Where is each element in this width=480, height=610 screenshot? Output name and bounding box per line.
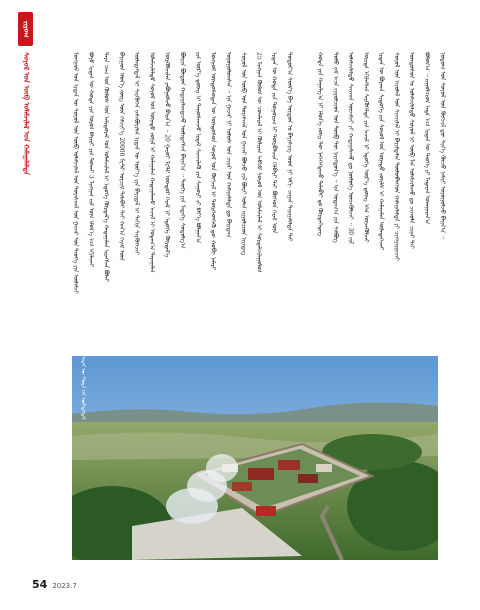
issue-date: 2023.7	[52, 582, 77, 590]
text-column: ᠤᠯᠠᠮᠵᠢᠯᠠᠯᠲᠤ ᠰᠣᠶᠣᠯ ᠤᠨ ᠦᠨᠡᠲᠦ ᠵᠦᠢᠯ ᠢ ᠬᠠᠮᠠᠭᠠᠯᠠᠨ ᠬᠠᠳᠠᠭᠠᠯᠠᠬᠤ ᠠᠵᠢᠯ ᠢ ᠤᠳᠠᠭ᠎ᠠ ᠳᠠᠷᠠᠭᠠᠯᠠᠨ	[148, 52, 156, 273]
text-column: ᠪᠣᠯᠤᠨ᠎ᠠ ᠃ ᠵᠢᠭᠤᠯᠴᠢᠳ ᠡᠨᠳᠡ ᠡᠴᠡ ᠡᠷᠲᠡᠨ ᠦ ᠲᠡᠦᠬᠡ ᠶᠢ ᠮᠡᠳᠡᠷᠡᠨ ᠤᠬᠠᠭᠠᠷᠠᠨ᠎ᠠ	[423, 52, 431, 225]
text-column: ᠲᠡᠷᠡ ᠴᠠᠭ ᠤᠨ ᠬᠦᠮᠦᠰ ᠤᠨ ᠠᠮᠢᠳᠤᠷᠠᠯ ᠤᠨ ᠤᠯᠠᠮᠵᠢᠯᠠᠯ ᠢ ᠡᠳᠦᠭᠡ ᠬᠦᠷᠲᠡᠯ᠎ᠡ ᠬᠠᠳᠠᠭᠠᠯᠠᠨ ᠢᠷᠡᠭᠰᠡᠨ ᠪᠣᠯᠠᠢ	[102, 52, 110, 282]
text-column: ᠣᠷᠣᠭᠤᠯᠤᠭᠰᠠᠨ ᠃ ᠡᠨᠡ ᠭᠠᠵᠠᠷ ᠨᠢ ᠤᠯᠤᠰ ᠤᠨ ᠴᠢᠨᠠᠷ ᠤᠨ ᠬᠠᠮᠠᠭᠠᠯᠠᠯᠲᠠ ᠳᠤ ᠪᠠᠢᠳᠠᠭ	[224, 52, 232, 238]
text-column: ᠲᠣᠮᠣ ᠵᠠᠮ ᠠᠴᠠ ᠵᠢᠭᠤᠯᠴᠢᠳ ᠤᠨ ᠲᠥᠪ ᠲᠦ ᠨᠡᠷᠡᠭᠳᠦᠨ᠎ᠡ ᠃ ᠡᠨᠡ ᠤᠳᠠᠭ᠎ᠠ ᠶᠢᠨ ᠰᠡᠯᠪᠦᠭ	[331, 52, 339, 243]
article-body	[72, 52, 446, 344]
text-column: ᠰᠣᠶᠣᠯ ᠤᠨ ᠠᠶᠤᠯᠠᠯ ᠤᠨ ᠰᠢᠨᠵᠢᠯᠡᠯ ᠢ ᠪᠠᠷᠢᠮᠲᠠᠯᠠᠨ ᠲᠥᠯᠥᠪᠯᠡᠭᠡᠳ ᠬᠠᠮᠠᠭᠠᠯᠠᠯᠲᠠ ᠶᠢ ᠴᠢᠩᠭᠠᠷᠭᠠᠵᠡᠢ	[392, 52, 400, 261]
text-column: ᠦᠨᠳᠦᠰᠦᠨ ᠤ ᠤᠯᠠᠮᠵᠢᠯᠠᠯᠲᠤ ᠰᠣᠶᠣᠯ ᠢ ᠥᠪ ᠯᠡᠨ ᠤᠯᠠᠮᠵᠢᠯᠠᠬᠤ ᠳᠤ ᠴᠢᠬᠤᠯᠠ ᠴᠢᠨᠠᠷ ᠲᠠᠢ	[408, 52, 416, 249]
aerial-photo	[72, 356, 438, 560]
text-column: 25 ᠮᠢᠩᠭᠠᠨ ᠬᠦᠮᠦᠨ ᠦ ᠴᠤᠭᠯᠠᠷᠠᠯ ᠢ ᠬᠦᠯᠢᠶᠡᠨ ᠠᠪᠴᠤ ᠰᠣᠶᠣᠯ ᠤᠨ ᠤᠯᠠᠮᠵᠢᠯᠠᠯ ᠢ ᠰᠤᠷᠲᠠᠯᠴᠢᠯᠠᠭᠤᠯᠤᠨ	[255, 52, 263, 273]
text-column: ᠤᠯᠠᠮᠵᠢᠯᠠᠯᠲᠤ ᠰᠠᠢᠬᠠᠨ ᠦᠵᠡᠮᠵᠢ ᠶᠢ ᠬᠠᠳᠠᠭᠠᠯᠠᠬᠤ ᠳᠤ ᠨᠥᠯᠥᠭᠡ ᠦᠵᠡᠭᠦᠯᠵᠡᠢ ᠃ 30 ᠵᠢᠯ	[347, 52, 355, 244]
text-column: ᠤᠷᠢᠳᠠ ᠡᠬᠢᠯᠡᠭᠰᠡᠨ ᠰᠡᠷᠭᠦᠭᠡᠯᠲᠡ ᠶᠢᠨ ᠠᠵᠢᠯ ᠨᠢ ᠡᠳᠦᠭᠡ ᠦᠷ᠎ᠡ ᠳ᠋ᠦᠩ ᠡᠭᠡᠨ ᠦᠵᠡᠭᠦᠯᠵᠡᠢ	[362, 52, 370, 243]
section-title: ᠰᠣᠶᠣᠯ ᠤᠨ ᠥᠪ ᠤᠯᠠᠮᠵᠢᠯᠠᠯ ᠤᠨ ᠬᠠᠮᠠᠭᠠᠯᠠᠯᠲᠠ	[22, 52, 30, 175]
text-column: ᠦᠷᠭᠦᠯᠵᠢᠯᠡᠨ ᠶᠠᠪᠤᠭᠤᠯᠵᠤ ᠪᠠᠢᠨ᠎ᠠ ᠃ 20 ᠭᠠᠷᠤᠢ ᠮᠧᠲ᠋ᠷ ᠥᠨᠳᠥᠷ ᠬᠡᠷᠡᠮ ᠨᠢ ᠡᠳᠦᠭᠡ ᠬᠦᠷᠲᠡᠯ᠎ᠡ	[163, 52, 171, 258]
section-badge-label: ᠵᠢᠷᠤᠭ	[22, 20, 30, 38]
text-column: ᠰᠣᠶᠣᠯ ᠤᠨ ᠥᠪ ᠤᠨ ᠳᠤᠷᠠᠰᠬᠠᠯ ᠤᠨ ᠭᠠᠵᠠᠷ ᠪᠣᠯᠵᠤ ᠵᠢᠯ ᠪᠦᠷᠢ ᠤᠯᠠᠨ ᠵᠢᠭᠤᠯᠴᠢᠳ ᠢᠷᠡᠳᠡᠭ	[240, 52, 248, 256]
text-column: ᠦᠯᠡᠳᠡᠭᠳᠡᠯ ᠢ ᠰᠡᠷᠭᠦᠭᠡᠨ ᠵᠠᠰᠠᠪᠤᠷᠢᠯᠠᠨ ᠡᠷᠲᠡᠨ ᠦ ᠦᠶ᠎ᠡ ᠶᠢᠨ ᠪᠠᠶᠢᠳᠠᠯ ᠢ ᠳᠠᠬᠢᠨ ᠰᠡᠷᠭᠦᠭᠡᠵᠡᠢ	[133, 52, 141, 255]
text-column: ᠪᠠᠷᠠᠭᠤᠨ ᠡᠮᠦᠨ᠎ᠡ ᠵᠦᠭ ᠦᠨ ᠬᠡᠮᠵᠢᠶ᠎ᠡ 20000 ᠮᠧᠲ᠋ᠷ ᠣᠷᠴᠢᠮ ᠲᠠᠯᠠᠪᠠᠢ ᠲᠠᠢ ᠬᠠᠨ᠎ᠠ ᠬᠡᠷᠡᠮ ᠦᠨ	[117, 52, 125, 261]
text-column: ᠡᠷᠲᠡᠨ ᠦ ᠬᠣᠲᠠ ᠶᠢᠨ ᠲᠣᠭᠣᠷᠢᠭ ᠨᠢ ᠳᠦᠷᠪᠡᠯᠵᠢᠨ ᠬᠡᠯᠪᠡᠷᠢ ᠲᠠᠢ ᠪᠥᠭᠡᠳ ᠬᠡᠷᠡᠮ ᠦᠨ	[270, 52, 278, 234]
section-badge	[18, 12, 33, 46]
text-column: ᠳᠣᠲᠣᠷ᠎ᠠ ᠰᠦᠮ᠎ᠡ ᠪᠠ ᠣᠷᠳᠣᠨ ᠤ ᠪᠠᠶᠢᠰᠢᠩ ᠤᠳ ᠨᠢ ᠡᠮᠬᠢ ᠴᠠᠭᠠᠨ ᠳᠠᠷᠠᠭᠠᠯᠠᠯᠲᠠ ᠲᠠᠢ	[285, 52, 293, 242]
text-column: ᠪᠤᠶᠤ ᠡᠷᠲᠡᠨ ᠦ ᠬᠣᠲᠠ ᠶᠢᠨ ᠤᠷᠤᠨ ᠪᠠᠶᠢᠷᠢ ᠶᠢᠨ ᠲᠤᠬᠠᠢ 3 ᠮᠢᠩᠭᠠᠨ ᠵᠢᠯ ᠦᠨ ᠡᠮᠦᠨ᠎ᠡ ᠡᠴᠡ ᠡᠬᠢᠯᠡᠵᠡᠢ	[87, 52, 95, 268]
text-column: ᠬᠣᠲᠠ ᠶᠢᠨ ᠬᠠᠭᠠᠯᠭ᠎ᠠ ᠨᠢ ᠡᠮᠦᠨ᠎ᠡ ᠵᠦᠭ ᠲᠦ ᠨᠡᠭᠡᠭᠡᠭᠳᠡᠵᠦ ᠲᠠᠯᠠᠪᠠᠢ ᠳᠤ ᠬᠦᠷᠲᠡᠭᠡᠳᠡᠭ	[316, 52, 324, 237]
text-column: ᠪᠦᠷᠢᠨ ᠪᠦᠲᠦᠨ ᠬᠠᠳᠠᠭᠠᠯᠠᠭᠳᠠᠵᠤ ᠦᠯᠡᠳᠡᠭᠰᠡᠨ ᠪᠠᠢᠨ᠎ᠠ ᠃ ᠲᠡᠦᠬᠡ ᠶᠢᠨ ᠮᠡᠳᠡᠭᠡ ᠰᠤᠳᠤᠯᠭ᠎ᠠ	[178, 52, 186, 249]
page-number: 54	[32, 578, 48, 591]
page-footer	[32, 578, 77, 594]
aerial-photo-illustration	[72, 356, 438, 560]
text-column: ᠨᠤᠲᠤᠭ ᠤᠨ ᠰᠣᠶᠣᠯ ᠤᠨ ᠬᠥᠭᠵᠢᠯ ᠳᠦ ᠰᠢᠨ᠎ᠡ ᠬᠦᠴᠦ ᠨᠡᠮᠡᠷᠢ ᠣᠷᠣᠭᠤᠯᠵᠤ ᠪᠠᠢᠨ᠎ᠠ ᠃	[438, 52, 446, 239]
text-column: ᠡᠷᠲᠡᠨ ᠦ ᠪᠤᠷᠬᠠᠨ ᠰᠢᠲᠦᠭᠡ ᠶᠢᠨ ᠰᠣᠶᠣᠯ ᠤᠨ ᠦᠨᠡᠲᠦ ᠵᠦᠢᠯᠰ ᠢ ᠬᠠᠮᠠᠭᠠᠯᠠᠨ ᠦᠯᠡᠳᠡᠭᠡᠵᠡᠢ	[377, 52, 385, 251]
photo-caption: ᠡᠷᠲᠡᠨ ᠦ ᠬᠣᠲᠠ ᠶᠢᠨ ᠦᠯᠡᠳᠡᠭᠳᠡᠯ	[80, 356, 86, 420]
text-column: ᠶᠢᠨ ᠦᠷ᠎ᠡ ᠳ᠋ᠦᠩ ᠢ ᠳᠠᠭᠤᠰᠬᠠᠵᠤ ᠡᠷᠳᠡᠮ ᠰᠢᠨᠵᠢᠯᠡᠬᠦ ᠶᠢᠨ ᠰᠠᠭᠤᠷᠢ ᠶᠢ ᠪᠡᠶ᠎ᠡ ᠪᠣᠯᠭᠠᠨ᠎ᠠ	[194, 52, 202, 244]
text-column: ᠮᠣᠩᠭᠣᠯ ᠦᠨᠳᠦᠰᠦᠲᠡᠨ ᠦ ᠦᠨᠳᠦᠰᠦᠨ ᠰᠣᠶᠣᠯ ᠤᠨ ᠬᠥᠭᠵᠢᠯ ᠢ ᠲᠦᠷᠭᠡᠳᠬᠡᠬᠦ ᠳᠦ ᠬᠤᠪᠢ ᠨᠡᠮᠡᠷᠢ	[209, 52, 217, 271]
text-column: ᠮᠣᠩᠭᠣᠯ ᠤᠨ ᠡᠷᠲᠡᠨ ᠦ ᠰᠣᠶᠣᠯ ᠤᠨ ᠥᠪ ᠤᠯᠠᠮᠵᠢᠯᠠᠯ ᠤᠨ ᠳᠤᠷᠠᠰᠬᠠᠯ ᠤᠨ ᠭᠠᠵᠠᠷ ᠤᠨ ᠲᠡᠦᠬᠡ ᠶᠢᠨ ᠦᠯᠡᠮᠵᠢ	[72, 52, 79, 294]
